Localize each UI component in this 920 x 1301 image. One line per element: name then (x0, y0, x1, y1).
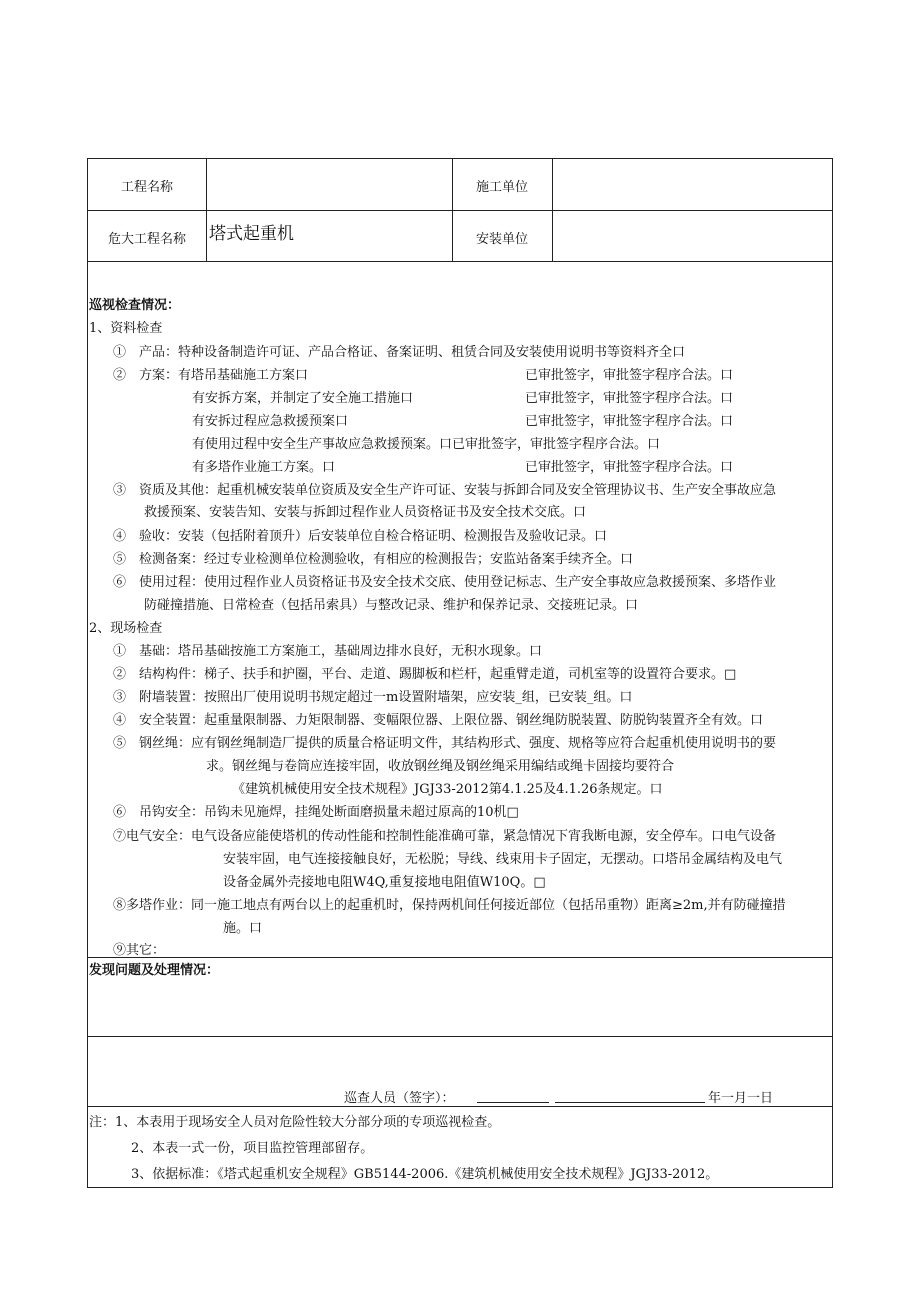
site-3-wall-attachment: ③ 附墙装置：按照出厂使用说明书规定超过一m设置附墙架，应安装_组，已安装_组。口 (113, 690, 633, 705)
construction-unit-label: 施工单位 (475, 180, 528, 195)
signature-line-2[interactable] (555, 1102, 705, 1103)
note-3: 3、依据标准：《塔式起重机安全规程》GB5144-2006.《建筑机械使用安全技术规程》JGJ33-2012。 (131, 1167, 719, 1182)
item-2-plan-d: 有使用过程中安全生产事故应急救援预案。口已审批签字，审批签字程序合法。口 (192, 437, 661, 452)
row-divider-2 (88, 261, 832, 262)
item-2-plan-b-result: 已审批签字，审批签字程序合法。口 (525, 391, 734, 406)
item-4-acceptance: ④ 验收：安装（包括附着顶升）后安装单位自检合格证明、检测报告及验收记录。口 (113, 529, 608, 544)
row-divider-4 (88, 1036, 832, 1037)
item-2-plan-a: ② 方案：有塔吊基础施工方案口 (113, 368, 309, 383)
site-7-electrical-c: 设备金属外壳接地电阻W4Q,重复接地电阻值W10Q。□ (223, 875, 546, 890)
signature-date: 年一月一日 (708, 1091, 774, 1106)
hazard-project-label: 危大工程名称 (107, 232, 186, 247)
item-2-plan-c: 有安拆过程应急救援预案口 (192, 414, 349, 429)
issues-title: 发现问题及处理情况： (89, 963, 220, 978)
item-1-product: ① 产品：特种设备制造许可证、产品合格证、备案证明、租赁合同及安装使用说明书等资料齐全口 (113, 345, 686, 360)
site-8-multi-tower-b: 施。口 (223, 921, 263, 936)
site-8-multi-tower-a: ⑧多塔作业：同一施工地点有两台以上的起重机时，保持两机间任何接近部位（包括吊重物）距离≥2m,并有防碰撞措 (113, 898, 786, 913)
inspector-signature-label: 巡查人员（签字）： (344, 1091, 455, 1106)
install-unit-label: 安装单位 (475, 232, 528, 247)
note-1: 注：1、本表用于现场安全人员对危险性较大分部分项的专项巡视检查。 (89, 1115, 501, 1130)
item-5-testing: ⑤ 检测备案：经过专业检测单位检测验收，有相应的检测报告；安监站备案手续齐全。口 (113, 552, 634, 567)
site-4-safety-devices: ④ 安全装置：起重量限制器、力矩限制器、变幅限位器、上限位器、钢丝绳防脱装置、防脱钩装置齐全有效。口 (113, 713, 764, 728)
site-5-wire-rope-b: 求。钢丝绳与卷筒应连接牢固，收放钢丝绳及钢丝绳采用编结或绳卡固接均要符合 (206, 759, 675, 774)
site-2-structure: ② 结构构件：梯子、扶手和护圈，平台、走道、踢脚板和栏杆，起重臂走道，司机室等的设置符合要求。□ (113, 667, 737, 682)
site-9-other: ⑨其它： (113, 943, 166, 958)
signature-line-1[interactable] (477, 1102, 549, 1103)
item-2-plan-a-result: 已审批签字，审批签字程序合法。口 (525, 368, 734, 383)
row-divider-3 (88, 957, 832, 958)
site-5-wire-rope-c: 《建筑机械使用安全技术规程》JGJ33-2012第4.1.25及4.1.26条规定。口 (232, 782, 663, 797)
item-2-plan-c-result: 已审批签字，审批签字程序合法。口 (525, 414, 734, 429)
item-6-usage-a: ⑥ 使用过程：使用过程作业人员资格证书及安全技术交底、使用登记标志、生产安全事故应急救援预案、多塔作业 (113, 575, 777, 590)
item-2-plan-e: 有多塔作业施工方案。口 (192, 460, 336, 475)
project-name-label: 工程名称 (120, 180, 173, 195)
site-1-foundation: ① 基础：塔吊基础按施工方案施工，基础周边排水良好，无积水现象。口 (113, 644, 543, 659)
section1-title: 1、资料检查 (89, 321, 163, 336)
col-divider-3 (552, 159, 553, 261)
site-6-hook: ⑥ 吊钩安全：吊钩未见施焊，挂绳处断面磨损量未超过原高的10机□ (113, 805, 519, 820)
site-7-electrical-b: 安装牢固，电气连接接触良好，无松脱；导线、线束用卡子固定，无摆动。口塔吊金属结构及电气 (223, 852, 783, 867)
inspection-title: 巡视检查情况： (89, 298, 181, 313)
item-6-usage-b: 防碰撞措施、日常检查（包括吊索具）与整改记录、维护和保养记录、交接班记录。口 (144, 598, 639, 613)
note-2: 2、本表一式一份，项目监控管理部留存。 (131, 1141, 374, 1156)
site-7-electrical-a: ⑦电气安全：电气设备应能使塔机的传动性能和控制性能准确可靠，紧急情况下宵我断电源，安全停车。口电气设备 (113, 829, 777, 844)
site-5-wire-rope-a: ⑤ 钢丝绳：应有钢丝绳制造厂提供的质量合格证明文件，其结构形式、强度、规格等应符合起重机使用说明书的要 (113, 736, 777, 751)
hazard-project-value[interactable]: 塔式起重机 (209, 224, 294, 244)
section2-title: 2、现场检查 (89, 621, 163, 636)
item-2-plan-b: 有安拆方案，并制定了安全施工措施口 (192, 391, 414, 406)
col-divider-1 (206, 159, 207, 261)
row-divider-1 (88, 210, 832, 211)
item-3-qualification-b: 救援预案、安装告知、安装与拆卸过程作业人员资格证书及安全技术交底。口 (144, 505, 587, 520)
item-2-plan-e-result: 已审批签字，审批签字程序合法。口 (525, 460, 734, 475)
item-3-qualification-a: ③ 资质及其他：起重机械安装单位资质及安全生产许可证、安装与拆卸合同及安全管理协议书、生产安全事故应急 (113, 483, 777, 498)
